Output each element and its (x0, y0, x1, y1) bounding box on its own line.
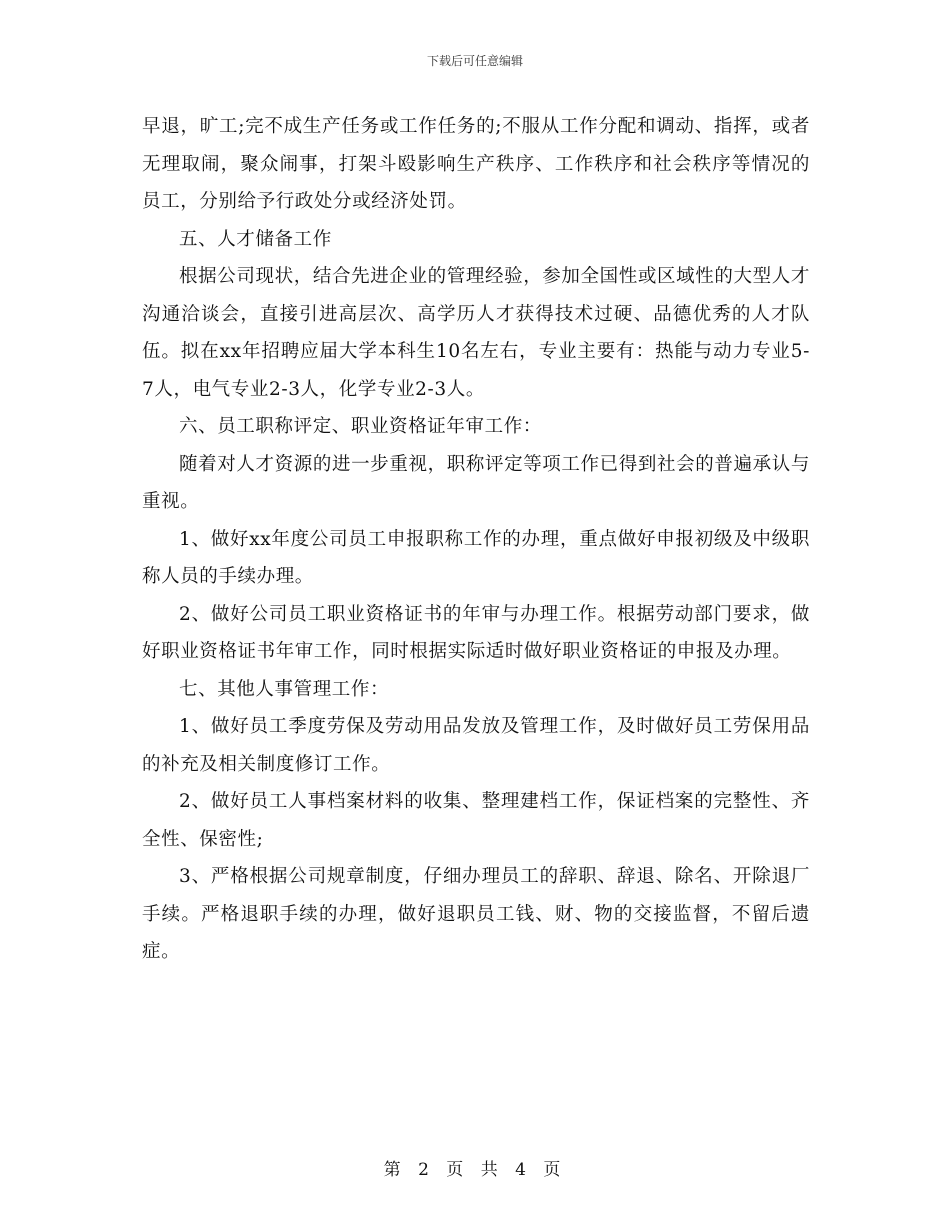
page-header-note: 下载后可任意编辑 (426, 54, 523, 68)
paragraph-4: 随着对人才资源的进一步重视，职称评定等项工作已得到社会的普遍承认与重视。 (142, 453, 810, 512)
list-item-other-1: 1、做好员工季度劳保及劳动用品发放及管理工作，及时做好员工劳保用品的补充及相关制度修订工作。 (142, 716, 810, 775)
document-body (142, 108, 810, 971)
list-item-other-2: 2、做好员工人事档案材料的收集、整理建档工作，保证档案的完整性、齐全性、保密性; (142, 791, 810, 850)
paragraph-0: 早退，旷工;完不成生产任务或工作任务的;不服从工作分配和调动、指挥，或者无理取闹，聚众闹事，打架斗殴影响生产秩序、工作秩序和社会秩序等情况的员工，分别给予行政处分或经济处罚。 (142, 116, 810, 212)
list-item-other-3: 3、严格根据公司规章制度，仔细办理员工的辞职、辞退、除名、开除退厂手续。严格退职手续的办理，做好退职员工钱、财、物的交接监督，不留后遗症。 (142, 866, 810, 962)
section-heading-talent-reserve: 五、人才储备工作 (179, 228, 332, 250)
list-item-title-1: 1、做好xx年度公司员工申报职称工作的办理，重点做好申报初级及中级职称人员的手续办理。 (142, 528, 810, 587)
paragraph-2: 根据公司现状，结合先进企业的管理经验，参加全国性或区域性的大型人才沟通洽谈会，直接引进高层次、高学历人才获得技术过硬、品德优秀的人才队伍。拟在xx年招聘应届大学本科生10名左右，专业主要有：热能与动力专业5-7人，电气专业2-3人，化学专业2-3人。 (142, 266, 810, 400)
page-number-footer: 第 2 页 共 4 页 (383, 1160, 567, 1180)
section-heading-other-hr: 七、其他人事管理工作： (179, 678, 390, 700)
section-heading-title-evaluation: 六、员工职称评定、职业资格证年审工作： (179, 416, 542, 437)
list-item-title-2: 2、做好公司员工职业资格证书的年审与办理工作。根据劳动部门要求，做好职业资格证书年审工作，同时根据实际适时做好职业资格证的申报及办理。 (142, 603, 810, 662)
